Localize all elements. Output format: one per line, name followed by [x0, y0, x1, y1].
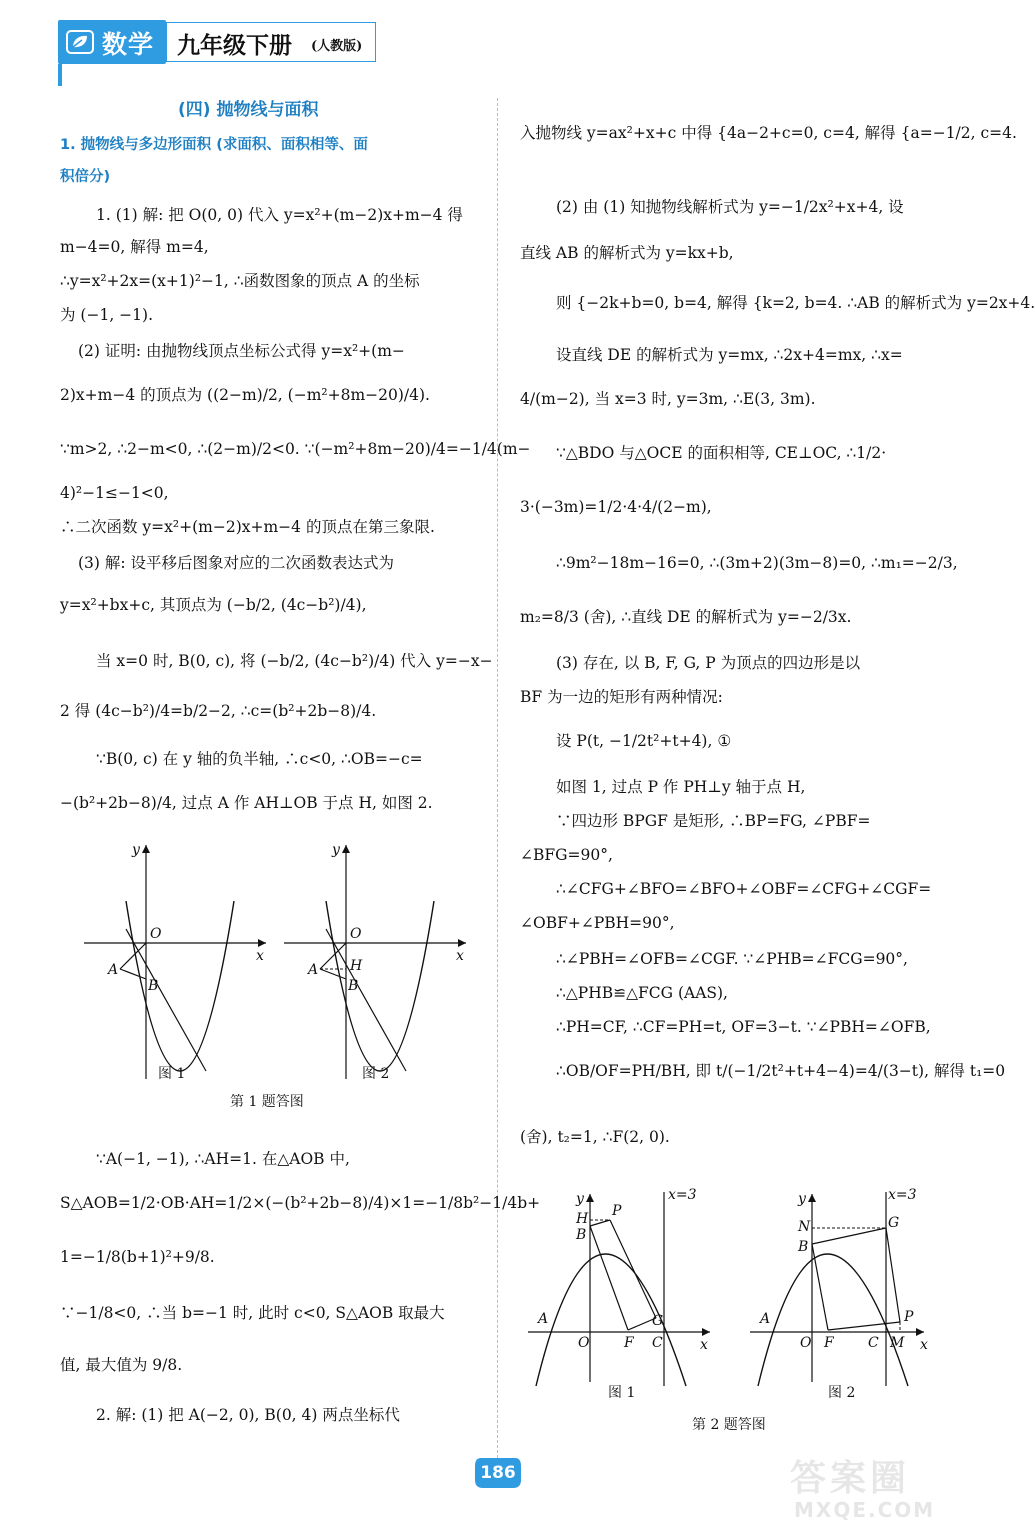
text-line: 4/(m−2), 当 x=3 时, y=3m, ∴E(3, 3m).: [520, 390, 816, 408]
p2-fig1-point-h: H: [576, 1211, 589, 1227]
problem-1-graphs: [80, 841, 480, 1111]
fig2-label: 图 2: [362, 1066, 390, 1082]
fig2-point-h: H: [350, 958, 363, 974]
grade-label: 九年级下册: [177, 32, 292, 59]
fig2-point-o: O: [350, 926, 362, 942]
p2-fig2-point-a: A: [760, 1311, 771, 1327]
page-number-badge: [473, 1456, 523, 1490]
text-line: 2)x+m−4 的顶点为 ((2−m)/2, (−m²+8m−20)/4).: [60, 386, 430, 404]
fig2-point-b: B: [348, 978, 359, 994]
problem-2-figure: [524, 1186, 938, 1456]
subsection-title: 1. 抛物线与多边形面积 (求面积、面积相等、面: [60, 137, 368, 153]
p2-fig1-point-a: A: [538, 1311, 549, 1327]
text-line: 设直线 DE 的解析式为 y=mx, ∴2x+4=mx, ∴x=: [556, 346, 903, 364]
p2-fig1-graph: [528, 1192, 710, 1386]
p2-fig1-x-label: x: [700, 1337, 708, 1353]
text-line: BF 为一边的矩形有两种情况:: [520, 688, 723, 706]
fig2-x-label: x: [456, 948, 464, 964]
text-line: ∵m>2, ∴2−m<0, ∴(2−m)/2<0. ∵(−m²+8m−20)/4=−1/4(m−: [60, 440, 531, 458]
text-line: 3·(−3m)=1/2·4·4/(2−m),: [520, 498, 712, 516]
p2-fig2-point-f: F: [824, 1335, 834, 1351]
text-line: (3) 解: 设平移后图象对应的二次函数表达式为: [78, 554, 395, 572]
text-line: S△AOB=1/2·OB·AH=1/2×(−(b²+2b−8)/4)×1=−1/8b²−1/4b+: [60, 1194, 541, 1212]
p2-fig1-label: 图 1: [608, 1385, 636, 1401]
fig2-point-a: A: [308, 962, 319, 978]
text-line: ∵−1/8<0, ∴当 b=−1 时, 此时 c<0, S△AOB 取最大: [60, 1304, 445, 1322]
text-line: 为 (−1, −1).: [60, 306, 154, 324]
fig1-point-o: O: [150, 926, 162, 942]
text-line: 则 {−2k+b=0, b=4, 解得 {k=2, b=4. ∴AB 的解析式为 y=2x+4.: [556, 294, 1035, 312]
text-line: y=x²+bx+c, 其顶点为 (−b/2, (4c−b²)/4),: [60, 596, 367, 614]
text-line: (舍), t₂=1, ∴F(2, 0).: [520, 1128, 670, 1146]
fig2-y-label: y: [332, 842, 340, 858]
section-title: (四) 抛物线与面积: [178, 100, 319, 120]
text-line: 2 得 (4c−b²)/4=b/2−2, ∴c=(b²+2b−8)/4.: [60, 702, 377, 720]
watermark: [780, 1448, 950, 1528]
text-line: 2. 解: (1) 把 A(−2, 0), B(0, 4) 两点坐标代: [96, 1406, 400, 1424]
figure-caption: 第 1 题答图: [230, 1094, 304, 1110]
watermark-url: MXQE.COM: [794, 1498, 936, 1522]
text-line: ∵四边形 BPGF 是矩形, ∴BP=FG, ∠PBF=: [556, 812, 871, 830]
text-line: 1. (1) 解: 把 O(0, 0) 代入 y=x²+(m−2)x+m−4 得: [96, 206, 463, 224]
text-line: 如图 1, 过点 P 作 PH⊥y 轴于点 H,: [556, 778, 806, 796]
text-line: (3) 存在, 以 B, F, G, P 为顶点的四边形是以: [556, 654, 861, 672]
text-line: m₂=8/3 (舍), ∴直线 DE 的解析式为 y=−2/3x.: [520, 608, 852, 626]
text-line: 入抛物线 y=ax²+x+c 中得 {4a−2+c=0, c=4, 解得 {a=−1/2, c=4.: [520, 124, 1017, 142]
text-line: 值, 最大值为 9/8.: [60, 1356, 183, 1374]
edition-label: (人教版): [311, 39, 363, 54]
p2-fig2-point-c: C: [868, 1335, 879, 1351]
subsection-title-cont: 积倍分): [60, 169, 111, 185]
text-line: ∴9m²−18m−16=0, ∴(3m+2)(3m−8)=0, ∴m₁=−2/3,: [556, 554, 958, 572]
p2-fig2-point-o: O: [800, 1335, 812, 1351]
text-line: ∴PH=CF, ∴CF=PH=t, OF=3−t. ∵∠PBH=∠OFB,: [556, 1018, 931, 1036]
subject-label: 数学: [102, 30, 155, 59]
page-header: [58, 20, 376, 64]
text-line: ∴y=x²+2x=(x+1)²−1, ∴函数图象的顶点 A 的坐标: [60, 272, 420, 290]
p2-fig2-x-label: x: [920, 1337, 928, 1353]
grade-box: [166, 22, 376, 62]
text-line: ∴∠CFG+∠BFO=∠BFO+∠OBF=∠CFG+∠CGF=: [556, 880, 932, 898]
p2-figure-caption: 第 2 题答图: [692, 1417, 766, 1433]
text-line: 当 x=0 时, B(0, c), 将 (−b/2, (4c−b²)/4) 代入 y=−x−: [96, 652, 493, 670]
p2-fig1-point-o: O: [578, 1335, 590, 1351]
p2-fig2-point-b: B: [798, 1239, 809, 1255]
problem-1-figure: [80, 841, 480, 1111]
p2-fig2-line-label: x=3: [888, 1187, 917, 1203]
p2-fig1-line-label: x=3: [668, 1187, 697, 1203]
text-line: 直线 AB 的解析式为 y=kx+b,: [520, 244, 734, 262]
p2-fig1-point-g: G: [652, 1313, 664, 1329]
header-accent-bar: [58, 64, 62, 86]
p2-fig1-point-f: F: [624, 1335, 634, 1351]
fig1-y-label: y: [132, 842, 140, 858]
text-line: 1=−1/8(b+1)²+9/8.: [60, 1248, 215, 1266]
text-line: ∴∠PBH=∠OFB=∠CGF. ∵∠PHB=∠FCG=90°,: [556, 950, 908, 968]
p2-fig2-point-m: M: [890, 1335, 905, 1351]
text-line: ∵A(−1, −1), ∴AH=1. 在△AOB 中,: [96, 1150, 350, 1168]
leaf-icon: [66, 30, 94, 54]
p2-fig1-point-b: B: [576, 1227, 587, 1243]
text-line: m−4=0, 解得 m=4,: [60, 238, 209, 256]
p2-fig1-y-label: y: [576, 1191, 584, 1207]
text-line: ∵△BDO 与△OCE 的面积相等, CE⊥OC, ∴1/2·: [556, 444, 887, 462]
text-line: ∴二次函数 y=x²+(m−2)x+m−4 的顶点在第三象限.: [60, 518, 435, 536]
fig1-point-a: A: [108, 962, 119, 978]
text-line: −(b²+2b−8)/4, 过点 A 作 AH⊥OB 于点 H, 如图 2.: [60, 794, 433, 812]
watermark-text: 答案圈: [790, 1458, 911, 1499]
text-line: ∠BFG=90°,: [520, 846, 613, 864]
column-divider: [497, 98, 498, 1458]
text-line: (2) 证明: 由抛物线顶点坐标公式得 y=x²+(m−: [78, 342, 405, 360]
text-line: ∠OBF+∠PBH=90°,: [520, 914, 675, 932]
fig1-x-label: x: [256, 948, 264, 964]
p2-fig1-point-p: P: [612, 1203, 622, 1219]
text-line: 4)²−1≤−1<0,: [60, 484, 169, 502]
p2-fig2-point-g: G: [888, 1215, 900, 1231]
page-number: 186: [480, 1463, 516, 1483]
text-line: ∵B(0, c) 在 y 轴的负半轴, ∴c<0, ∴OB=−c=: [96, 750, 423, 768]
text-line: ∴△PHB≌△FCG (AAS),: [556, 984, 728, 1002]
subject-badge: [58, 20, 166, 64]
p2-fig2-point-p: P: [904, 1309, 914, 1325]
p2-fig2-y-label: y: [798, 1191, 806, 1207]
text-line: (2) 由 (1) 知抛物线解析式为 y=−1/2x²+x+4, 设: [556, 198, 904, 216]
p2-fig2-point-n: N: [798, 1219, 811, 1235]
p2-fig2-label: 图 2: [828, 1385, 856, 1401]
text-line: ∴OB/OF=PH/BH, 即 t/(−1/2t²+t+4−4)=4/(3−t), 解得 t₁=0: [556, 1062, 1006, 1080]
fig1-point-b: B: [148, 978, 159, 994]
fig1-label: 图 1: [158, 1066, 186, 1082]
text-line: 设 P(t, −1/2t²+t+4), ①: [556, 732, 732, 750]
p2-fig1-point-c: C: [652, 1335, 663, 1351]
